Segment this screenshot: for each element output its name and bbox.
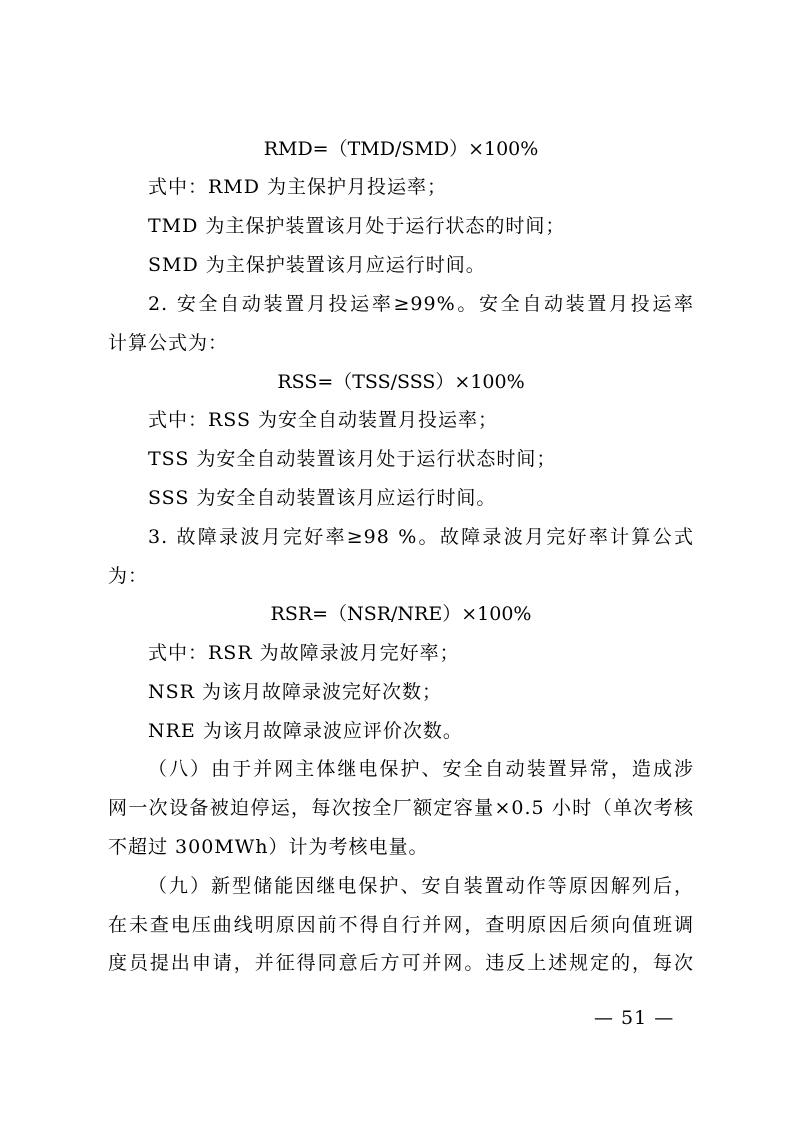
- paragraph-line: NSR 为该月故障录波完好次数；: [148, 681, 442, 703]
- paragraph-line: （九）新型储能因继电保护、安自装置动作等原因解列后，: [148, 875, 694, 897]
- paragraph-line: SMD 为主保护装置该月应运行时间。: [148, 254, 486, 276]
- paragraph-line: 计算公式为：: [108, 332, 229, 354]
- paragraph-line: 2. 安全自动装置月投运率≥99%。安全自动装置月投运率: [148, 293, 694, 315]
- paragraph-line: TMD 为主保护装置该月处于运行状态的时间；: [148, 215, 566, 237]
- paragraph-line: 式中：RSR 为故障录波月完好率；: [148, 642, 460, 664]
- page-number: — 51 —: [594, 1007, 675, 1029]
- paragraph-line: 度员提出申请，并征得同意后方可并网。违反上述规定的，每次: [108, 952, 694, 974]
- paragraph-line: SSS 为安全自动装置该月应运行时间。: [148, 487, 497, 509]
- paragraph-line: 3. 故障录波月完好率≥98 %。故障录波月完好率计算公式: [148, 526, 694, 548]
- paragraph-line: 网一次设备被迫停运，每次按全厂额定容量×0.5 小时（单次考核: [108, 797, 694, 819]
- formula-rmd: RMD=（TMD/SMD）×100%: [263, 138, 539, 160]
- formula-rss: RSS=（TSS/SSS）×100%: [277, 371, 525, 393]
- paragraph-line: 为：: [108, 565, 149, 587]
- paragraph-line: TSS 为安全自动装置该月处于运行状态时间；: [148, 448, 557, 470]
- paragraph-line: 在未查电压曲线明原因前不得自行并网，查明原因后须向值班调: [108, 914, 694, 936]
- paragraph-line: 式中：RMD 为主保护月投运率；: [148, 176, 448, 198]
- formula-rsr: RSR=（NSR/NRE）×100%: [270, 603, 532, 625]
- paragraph-line: NRE 为该月故障录波应评价次数。: [148, 720, 463, 742]
- paragraph-line: 式中：RSS 为安全自动装置月投运率；: [148, 409, 499, 431]
- paragraph-line: （八）由于并网主体继电保护、安全自动装置异常，造成涉: [148, 758, 694, 780]
- paragraph-line: 不超过 300MWh）计为考核电量。: [108, 836, 429, 858]
